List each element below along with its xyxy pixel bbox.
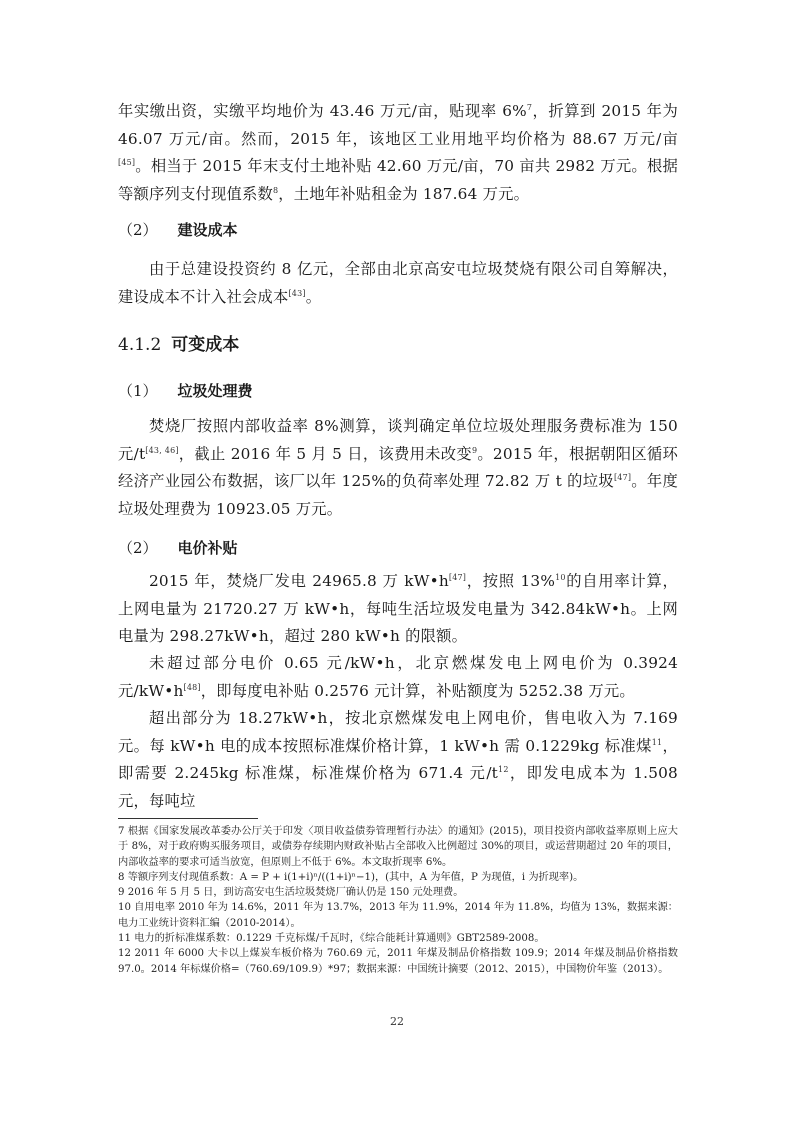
footnote-ref[interactable]: 7: [526, 102, 533, 112]
text: ，土地年补贴租金为 187.64 万元。: [278, 184, 530, 203]
text: ，折算到 2015 年为 46.07 万元/亩。然而，2015 年，该地区工业用地平均价格为 88.67 万元/亩: [118, 102, 678, 148]
footnote-11: 11 电力的折标准煤系数：0.1229 千克标煤/千瓦时，《综合能耗计算通则》GBT2589-2008。: [118, 933, 545, 945]
paragraph-power-generation: [118, 568, 678, 651]
citation-ref[interactable]: [47]: [448, 572, 467, 582]
section-heading-variable-cost: [118, 330, 678, 355]
heading-number: （1）: [118, 382, 158, 400]
footnote-ref[interactable]: 11: [651, 737, 663, 747]
text: ，即需要 2.245kg 标准煤，标准煤价格为 671.4 元/t: [118, 736, 679, 783]
citation-ref[interactable]: [45]: [118, 158, 136, 168]
paragraph-waste-fee: [118, 413, 678, 523]
subheading-waste-fee: [118, 380, 678, 401]
subheading-construction-cost: [118, 219, 678, 240]
page-number: 22: [390, 1015, 404, 1028]
footnote-9: 9 2016 年 5 月 5 日，到访高安屯生活垃圾焚烧厂确认仍是 150 元处理费。: [118, 887, 464, 899]
section-title: 可变成本: [171, 335, 240, 355]
text: 。: [305, 287, 322, 306]
paragraph-over-limit: [118, 705, 678, 815]
footnotes: [118, 824, 678, 977]
heading-title: 建设成本: [177, 221, 238, 239]
footnote-ref[interactable]: 10: [555, 572, 566, 582]
subheading-power-subsidy: [118, 537, 678, 558]
citation-ref[interactable]: [48]: [183, 682, 201, 692]
text: 。2015 年，根据朝阳区循环经济产业园公布数据，该厂以年 125%的负荷率处理 72.82 万 t 的垃圾: [118, 444, 678, 491]
footnote-7: 7 根据《国家发展改革委办公厅关于印发〈项目收益债券管理暂行办法〉的通知》(2015)，项目投资内部收益率原则上应大于 8%，对于政府购买服务项目，或债券存续期内财政补贴占全部收入比例超过 30%的项目，或运营期超过 20 年的项目，内部收益率的要求可适当放宽，但原则上不低于 6%。本文取折现率 6%。: [118, 826, 678, 868]
text: 的自用率计算，上网电量为 21720.27 万 kW•h，每吨生活垃圾发电量为 342.84kW•h。上网电量为 298.27kW•h，超过 280 kW•h 的限额。: [118, 572, 678, 646]
footnote-8: 8 等额序列支付现值系数：A = P + i(1+i)ⁿ/((1+i)ⁿ−1)，(其中，A 为年值，P 为现值，i 为折现率)。: [118, 871, 584, 883]
text: 2015 年，焚烧厂发电 24965.8 万 kW•h: [149, 572, 449, 590]
footnote-divider: [118, 818, 258, 819]
text: ，即每度电补贴 0.2576 元计算，补贴额度为 5252.38 万元。: [200, 681, 635, 700]
text: 。年度垃圾处理费为 10923.05 万元。: [118, 472, 678, 518]
heading-number: （2）: [118, 539, 158, 557]
text: 超出部分为 18.27kW•h，按北京燃煤发电上网电价，售电收入为 7.169 元。每 kW•h 电的成本按照标准煤价格计算，1 kW•h 需 0.1229kg 标准煤: [118, 709, 678, 755]
footnote-ref[interactable]: 12: [498, 765, 509, 775]
heading-title: 垃圾处理费: [177, 382, 253, 400]
paragraph-under-limit: [118, 650, 678, 705]
citation-ref[interactable]: [47]: [613, 473, 632, 483]
footnote-ref[interactable]: 8: [272, 185, 279, 195]
text: 年实缴出资，实缴平均地价为 43.46 万元/亩，贴现率 6%: [118, 102, 527, 120]
text: 未超过部分电价 0.65 元/kW•h，北京燃煤发电上网电价为 0.3924 元/kW•h: [118, 654, 678, 700]
citation-ref[interactable]: [43, 46]: [145, 445, 179, 455]
text: 由于总建设投资约 8 亿元，全部由北京高安屯垃圾焚烧有限公司自筹解决，建设成本不计入社会成本: [118, 260, 678, 306]
paragraph-construction-cost: [118, 256, 678, 311]
footnote-ref[interactable]: 9: [471, 445, 478, 455]
citation-ref[interactable]: [43]: [288, 288, 306, 298]
section-number: 4.1.2: [118, 335, 162, 355]
paragraph-land-subsidy: [118, 98, 678, 208]
heading-title: 电价补贴: [177, 539, 238, 557]
text: 焚烧厂按照内部收益率 8%测算，谈判确定单位垃圾处理服务费标准为 150 元/t: [118, 417, 678, 463]
heading-number: （2）: [118, 221, 158, 239]
text: ，截止 2016 年 5 月 5 日，该费用未改变: [178, 444, 472, 463]
text: 。相当于 2015 年末支付土地补贴 42.60 万元/亩，70 亩共 2982 万元。根据等额序列支付现值系数: [118, 157, 678, 203]
text: ，即发电成本为 1.508 元，每吨垃: [118, 764, 678, 810]
footnote-12: 12 2011 年 6000 大卡以上煤炭车板价格为 760.69 元，2011 年煤及制品价格指数 109.9；2014 年煤及制品价格指数 97.0。2014 年标煤价格=（760.69/109.9）*97；数据来源：中国统计摘要（2012、2015），中国物价年鉴（2013）。: [118, 948, 678, 975]
text: ，按照 13%: [466, 572, 556, 590]
footnote-10: 10 自用电率 2010 年为 14.6%，2011 年为 13.7%，2013 年为 11.9%，2014 年为 11.8%，均值为 13%，数据来源：电力工业统计资料汇编（2010-2014）。: [118, 902, 678, 929]
